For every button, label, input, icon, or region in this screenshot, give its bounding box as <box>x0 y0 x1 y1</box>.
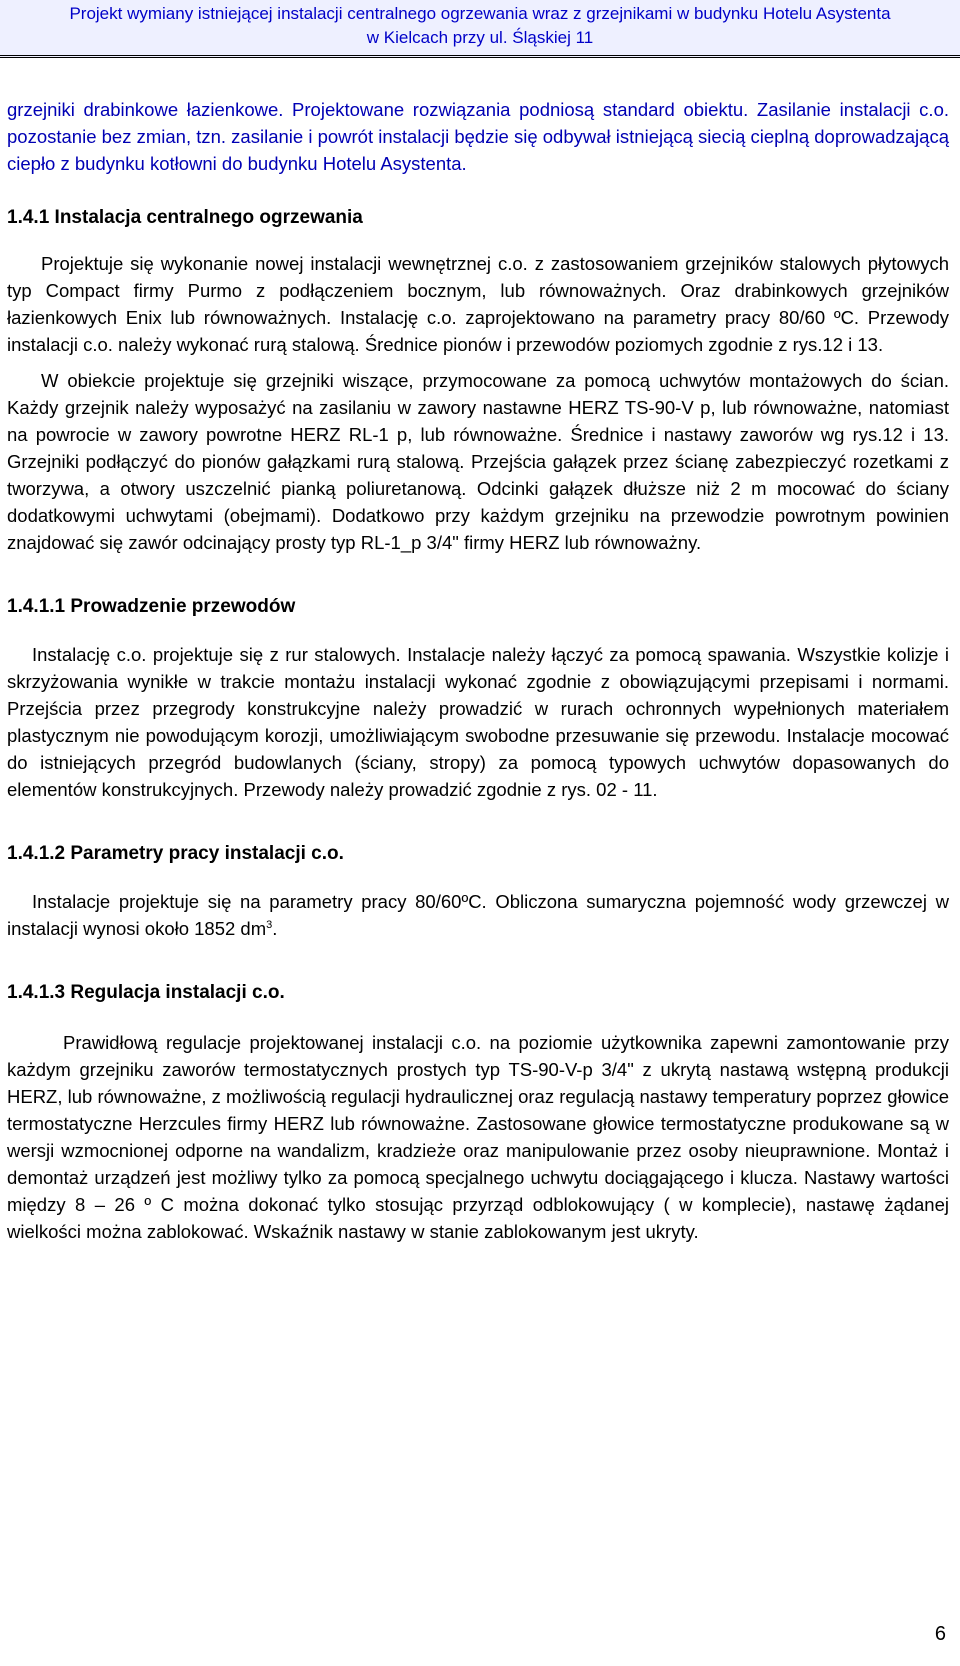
header-title-line-1: Projekt wymiany istniejącej instalacji centralnego ogrzewania wraz z grzejnikami w budynku Hotelu Asystenta <box>69 4 891 23</box>
section-heading-1-4-1-1: 1.4.1.1 Prowadzenie przewodów <box>7 596 296 617</box>
page-header <box>0 0 960 58</box>
unit-superscript: 3 <box>266 918 273 931</box>
section-1-4-1-3-paragraph: Prawidłową regulacje projektowanej instalacji c.o. na poziomie użytkownika zapewni zamontowanie przy każdym grzejniku zaworów termostatycznych prostych typ TS-90-V-p 3/4" z ukrytą nastawą wstępną produkcji HERZ, lub równoważne, z możliwością regulacji hydraulicznej oraz regulacją nastawy temperatury poprzez głowice termostatyczne Herzcules firmy HERZ lub równoważne. Zastosowane głowice termostatyczne produkowane są w wersji wzmocnionej odporne na wandalizm, kradzieże oraz manipulowanie przez osoby nieuprawnione. Montaż i demontaż urządzeń jest możliwy tylko za pomocą specjalnego uchwytu dociągającego i klucza. Nastawy wartości między 8 – 26 º C można dokonać tylko stosując przyrząd odblokowujący ( w komplecie), nastawę żądanej wielkości można zablokować. Wskaźnik nastawy w stanie zablokowanym jest ukryty. <box>7 1032 949 1242</box>
section-heading-1-4-1-2: 1.4.1.2 Parametry pracy instalacji c.o. <box>7 843 344 864</box>
section-1-4-1-2-text-end: . <box>272 918 278 939</box>
section-heading-1-4-1-3: 1.4.1.3 Regulacja instalacji c.o. <box>7 982 285 1003</box>
section-1-4-1-paragraph-2: W obiekcie projektuje się grzejniki wiszące, przymocowane za pomocą uchwytów montażowych do ścian. Każdy grzejnik należy wyposażyć na zasilaniu w zawory nastawne HERZ TS-90-V p, lub równoważne, natomiast na powrocie w zawory powrotne HERZ RL-1 p, lub równoważne. Średnice i nastawy zaworów wg rys.12 i 13. Grzejniki podłączyć do pionów gałązkami rurą stalową. Przejścia gałązek przez ścianę zabezpieczyć rozetkami z tworzywa, a otwory uszczelnić pianką poliuretanową. Odcinki gałązek dłuższe niż 2 m mocować do ściany dodatkowymi uchwytami (obejmami). Dodatkowo przy każdym grzejniku na przewodzie powrotnym powinien znajdować się zawór odcinający prosty typ RL-1_p 3/4" firmy HERZ lub równoważny. <box>7 370 949 553</box>
section-1-4-1-2-text: Instalacje projektuje się na parametry pracy 80/60ºC. Obliczona sumaryczna pojemność wody grzewczej w instalacji wynosi około 1852 dm <box>7 891 949 939</box>
section-heading-1-4-1: 1.4.1 Instalacja centralnego ogrzewania <box>7 207 363 228</box>
document-body <box>0 96 960 1245</box>
header-title-line-2: w Kielcach przy ul. Śląskiej 11 <box>366 28 594 47</box>
section-1-4-1-paragraph-1: Projektuje się wykonanie nowej instalacji wewnętrznej c.o. z zastosowaniem grzejników stalowych płytowych typ Compact firmy Purmo z podłączeniem bocznym, lub równoważnych. Oraz drabinkowych grzejników łazienkowych Enix lub równoważnych. Instalację c.o. zaprojektowano na parametry pracy 80/60 ºC. Przewody instalacji c.o. należy wykonać rurą stalową. Średnice pionów i przewodów poziomych zgodnie z rys.12 i 13. <box>7 253 949 355</box>
section-1-4-1-1-paragraph: Instalację c.o. projektuje się z rur stalowych. Instalacje należy łączyć za pomocą spawania. Wszystkie kolizje i skrzyżowania wynikłe w trakcie montażu instalacji wykonać zgodnie z obowiązującymi przepisami i normami. Przejścia przez przegrody konstrukcyjne należy prowadzić w rurach ochronnych wypełnionych materiałem plastycznym nie powodującym korozji, umożliwiającym swobodne przesuwanie się przewodu. Instalacje mocować do istniejących przegród budowlanych (ściany, stropy) za pomocą typowych uchwytów dopasowanych do elementów konstrukcyjnych. Przewody należy prowadzić zgodnie z rys. 02 - 11. <box>7 644 949 800</box>
intro-paragraph: grzejniki drabinkowe łazienkowe. Projektowane rozwiązania podniosą standard obiektu. Zasilanie instalacji c.o. pozostanie bez zmian, tzn. zasilanie i powrót instalacji będzie się odbywał istniejącą siecią cieplną doprowadzającą ciepło z budynku kotłowni do budynku Hotelu Asystenta. <box>7 99 949 174</box>
section-1-4-1-2-paragraph <box>7 888 949 942</box>
page-number: 6 <box>934 1623 946 1645</box>
